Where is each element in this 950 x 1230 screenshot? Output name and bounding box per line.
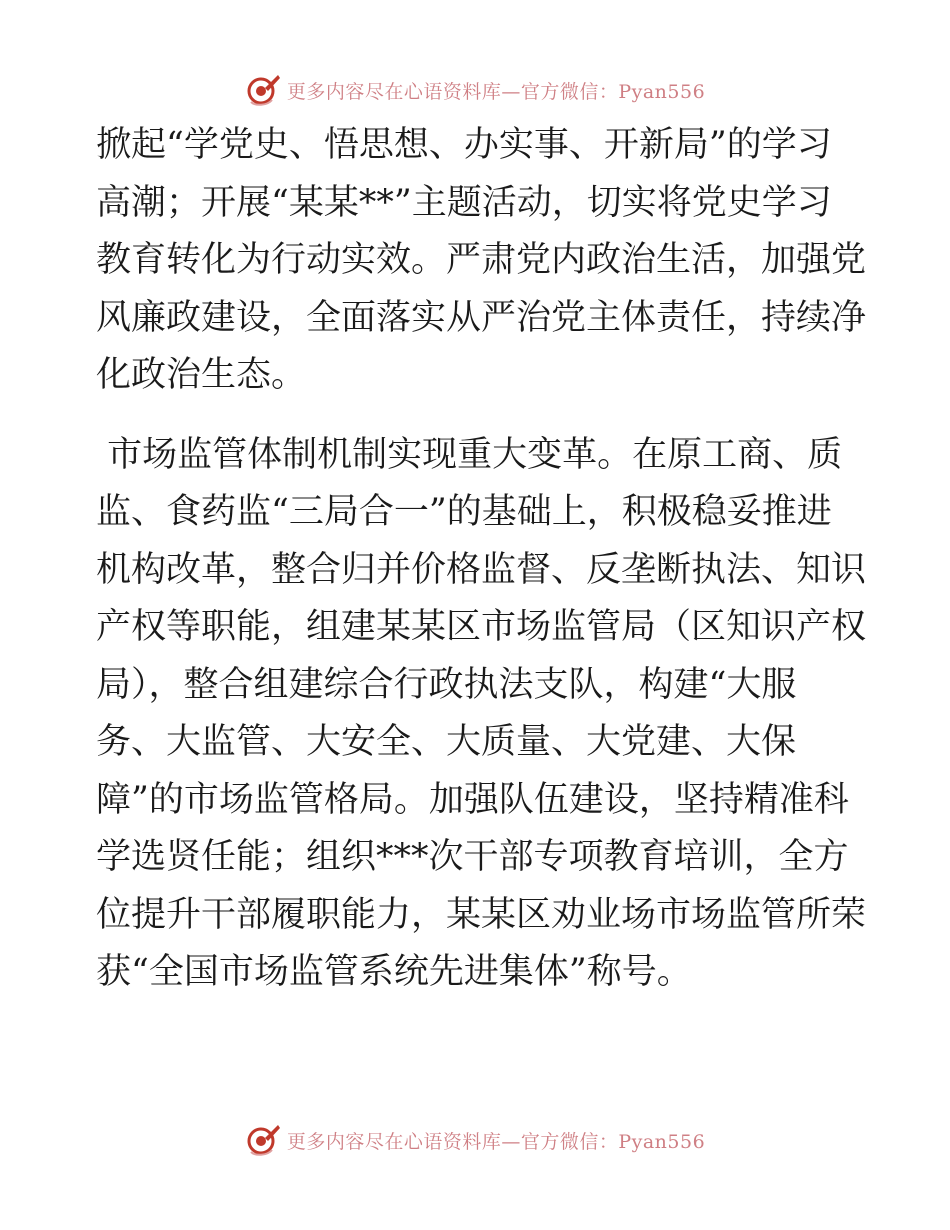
- footer-watermark-text: 更多内容尽在心语资料库—官方微信：Pyan556: [286, 1130, 706, 1153]
- document-body: [96, 117, 867, 1002]
- pen-circle-logo-icon: [245, 72, 281, 108]
- text-line: 市场监管体制机制实现重大变革。在原工商、质: [96, 434, 843, 475]
- paragraph-1: [96, 117, 867, 405]
- text-line: 局），整合组建综合行政执法支队，构建“大服: [96, 664, 797, 705]
- header-watermark-text: 更多内容尽在心语资料库—官方微信：Pyan556: [286, 80, 706, 103]
- text-line: 障”的市场监管格局。加强队伍建设，坚持精准科: [96, 779, 849, 820]
- text-line: 学选贤任能；组织***次干部专项教育培训，全方: [96, 837, 849, 877]
- text-line: 务、大监管、大安全、大质量、大党建、大保: [96, 722, 797, 762]
- pen-circle-logo-icon: [245, 1122, 281, 1158]
- text-line: 高潮；开展“某某**”主题活动，切实将党史学习: [96, 182, 832, 223]
- text-line: 位提升干部履职能力，某某区劝业场市场监管所荣: [96, 894, 867, 935]
- header-watermark: [0, 70, 950, 110]
- text-line: 获“全国市场监管系统先进集体”称号。: [96, 952, 692, 992]
- text-line: 机构改革，整合归并价格监督、反垄断执法、知识: [96, 549, 867, 590]
- paragraph-2: [96, 427, 867, 1002]
- text-line: 产权等职能，组建某某区市场监管局（区知识产权: [96, 607, 867, 647]
- text-line: 掀起“学党史、悟思想、办实事、开新局”的学习: [96, 125, 832, 165]
- footer-watermark: [0, 1120, 950, 1160]
- text-line: 化政治生态。: [96, 355, 307, 395]
- text-line: 教育转化为行动实效。严肃党内政治生活，加强党: [96, 240, 867, 280]
- text-line: 风廉政建设，全面落实从严治党主体责任，持续净: [96, 297, 867, 338]
- text-line: 监、食药监“三局合一”的基础上，积极稳妥推进: [96, 492, 832, 532]
